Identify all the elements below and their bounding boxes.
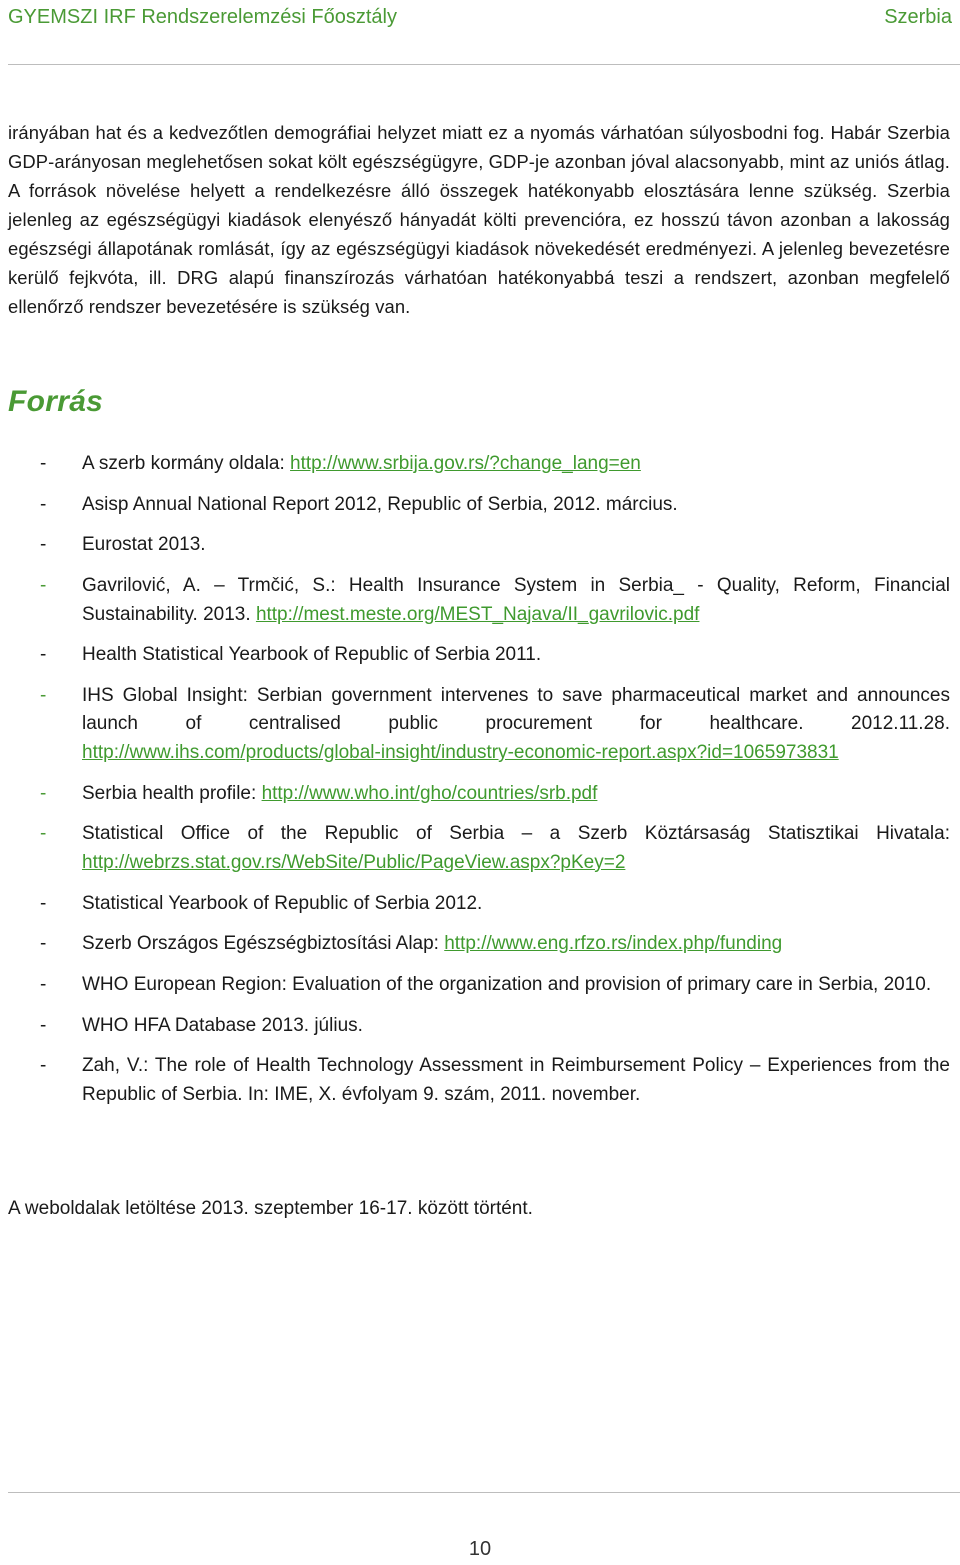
list-dash: - bbox=[40, 782, 47, 804]
source-text bbox=[82, 1052, 950, 1109]
source-text bbox=[82, 820, 950, 877]
source-item bbox=[8, 1052, 950, 1109]
source-link[interactable]: http://www.srbija.gov.rs/?change_lang=en bbox=[290, 453, 641, 474]
source-link[interactable]: http://www.eng.rfzo.rs/index.php/funding bbox=[444, 933, 783, 955]
source-label: Health Statistical Yearbook of Republic of Serbia 2011. bbox=[82, 644, 542, 666]
source-text bbox=[82, 682, 950, 768]
source-label: WHO European Region: Evaluation of the organization and provision of primary care in Serbia, 2010. bbox=[82, 973, 932, 995]
sources-list bbox=[8, 450, 950, 1121]
list-dash: - bbox=[40, 1055, 47, 1077]
list-dash: - bbox=[40, 973, 47, 995]
footer-divider bbox=[8, 1492, 960, 1493]
list-dash: - bbox=[40, 892, 47, 914]
source-text bbox=[82, 780, 950, 809]
source-text bbox=[82, 971, 950, 1000]
source-item bbox=[8, 572, 950, 629]
header-country: Szerbia bbox=[884, 5, 952, 28]
list-dash: - bbox=[40, 453, 47, 474]
source-label: A szerb kormány oldala: bbox=[82, 453, 291, 474]
source-item bbox=[8, 531, 950, 560]
source-text bbox=[82, 491, 950, 520]
list-dash: - bbox=[40, 684, 47, 706]
source-item bbox=[8, 641, 950, 670]
source-item bbox=[8, 780, 950, 809]
source-item bbox=[8, 820, 950, 877]
source-label: Statistical Office of the Republic of Serbia – a Szerb Köztársaság Statisztikai Hivatala: bbox=[82, 823, 950, 845]
source-label: Serbia health profile: bbox=[82, 782, 262, 804]
source-text bbox=[82, 930, 950, 959]
source-text bbox=[82, 641, 950, 670]
page-header bbox=[8, 2, 952, 32]
source-label: Statistical Yearbook of Republic of Serbia 2012. bbox=[82, 892, 483, 914]
header-divider bbox=[8, 64, 960, 65]
list-dash: - bbox=[40, 933, 47, 955]
source-text bbox=[82, 572, 950, 629]
download-note: A weboldalak letöltése 2013. szeptember 16-17. között történt. bbox=[8, 1198, 533, 1219]
list-dash: - bbox=[40, 1014, 47, 1036]
source-label: IHS Global Insight: Serbian government intervenes to save pharmaceutical market and announces launch of centralised public procurement for healthcare. 2012.11.28. bbox=[82, 684, 950, 735]
body-section bbox=[8, 118, 950, 321]
list-dash: - bbox=[40, 644, 47, 666]
list-dash: - bbox=[40, 534, 47, 556]
sources-heading: Forrás bbox=[8, 385, 104, 418]
source-label: Eurostat 2013. bbox=[82, 534, 206, 556]
source-label: WHO HFA Database 2013. július. bbox=[82, 1014, 363, 1036]
list-dash: - bbox=[40, 823, 47, 845]
source-item bbox=[8, 491, 950, 520]
source-label: Szerb Országos Egészségbiztosítási Alap: bbox=[82, 933, 445, 955]
source-label: Gavrilović, A. – Trmčić, S.: Health Insurance System in Serbia_ - Quality, Reform, Financial Sustainability. 2013. bbox=[82, 575, 950, 625]
source-item bbox=[8, 930, 950, 959]
list-dash: - bbox=[40, 493, 47, 515]
source-link[interactable]: http://mest.meste.org/MEST_Najava/II_gavrilovic.pdf bbox=[255, 603, 700, 625]
source-item bbox=[8, 682, 950, 768]
source-item bbox=[8, 890, 950, 919]
page-number: 10 bbox=[468, 1538, 492, 1560]
body-paragraph: irányában hat és a kedvezőtlen demográfiai helyzet miatt ez a nyomás várhatóan súlyosbodni fog. Habár Szerbia GDP-arányosan meglehetősen sokat költ egészségügyre, GDP-je azonban jóval alacsonyabb, mint az uniós átlag. A források növelése helyett a rendelkezésre álló összegek hatékonyabb elosztására lenne szükség. Szerbia jelenleg az egészségügyi kiadások elenyésző hányadát költi prevencióra, ez hosszú távon azonban a lakosság egészségi állapotának romlását, így az egészségügyi kiadások növekedését eredményezi. A jelenleg bevezetésre kerülő fejkvóta, ill. DRG alapú finanszírozás várhatóan hatékonyabbá teszi a rendszert, azonban megfelelő ellenőrző rendszer bevezetésére is szükség van. bbox=[8, 122, 950, 317]
source-text bbox=[82, 890, 950, 919]
source-text bbox=[82, 450, 950, 479]
header-org-title: GYEMSZI IRF Rendszerelemzési Főosztály bbox=[8, 5, 397, 28]
source-link[interactable]: http://www.ihs.com/products/global-insight/industry-economic-report.aspx?id=1065973831 bbox=[82, 741, 839, 763]
source-text bbox=[82, 531, 950, 560]
source-link[interactable]: http://webrzs.stat.gov.rs/WebSite/Public/PageView.aspx?pKey=2 bbox=[82, 851, 626, 873]
source-label: Asisp Annual National Report 2012, Republic of Serbia, 2012. március. bbox=[82, 493, 678, 515]
source-text bbox=[82, 1012, 950, 1041]
source-label: Zah, V.: The role of Health Technology Assessment in Reimbursement Policy – Experiences from the Republic of Serbia. In: IME, X. évfolyam 9. szám, 2011. november. bbox=[82, 1055, 950, 1105]
source-item bbox=[8, 450, 950, 479]
source-link[interactable]: http://www.who.int/gho/countries/srb.pdf bbox=[261, 782, 598, 804]
source-item bbox=[8, 971, 950, 1000]
list-dash: - bbox=[40, 575, 47, 597]
source-item bbox=[8, 1012, 950, 1041]
